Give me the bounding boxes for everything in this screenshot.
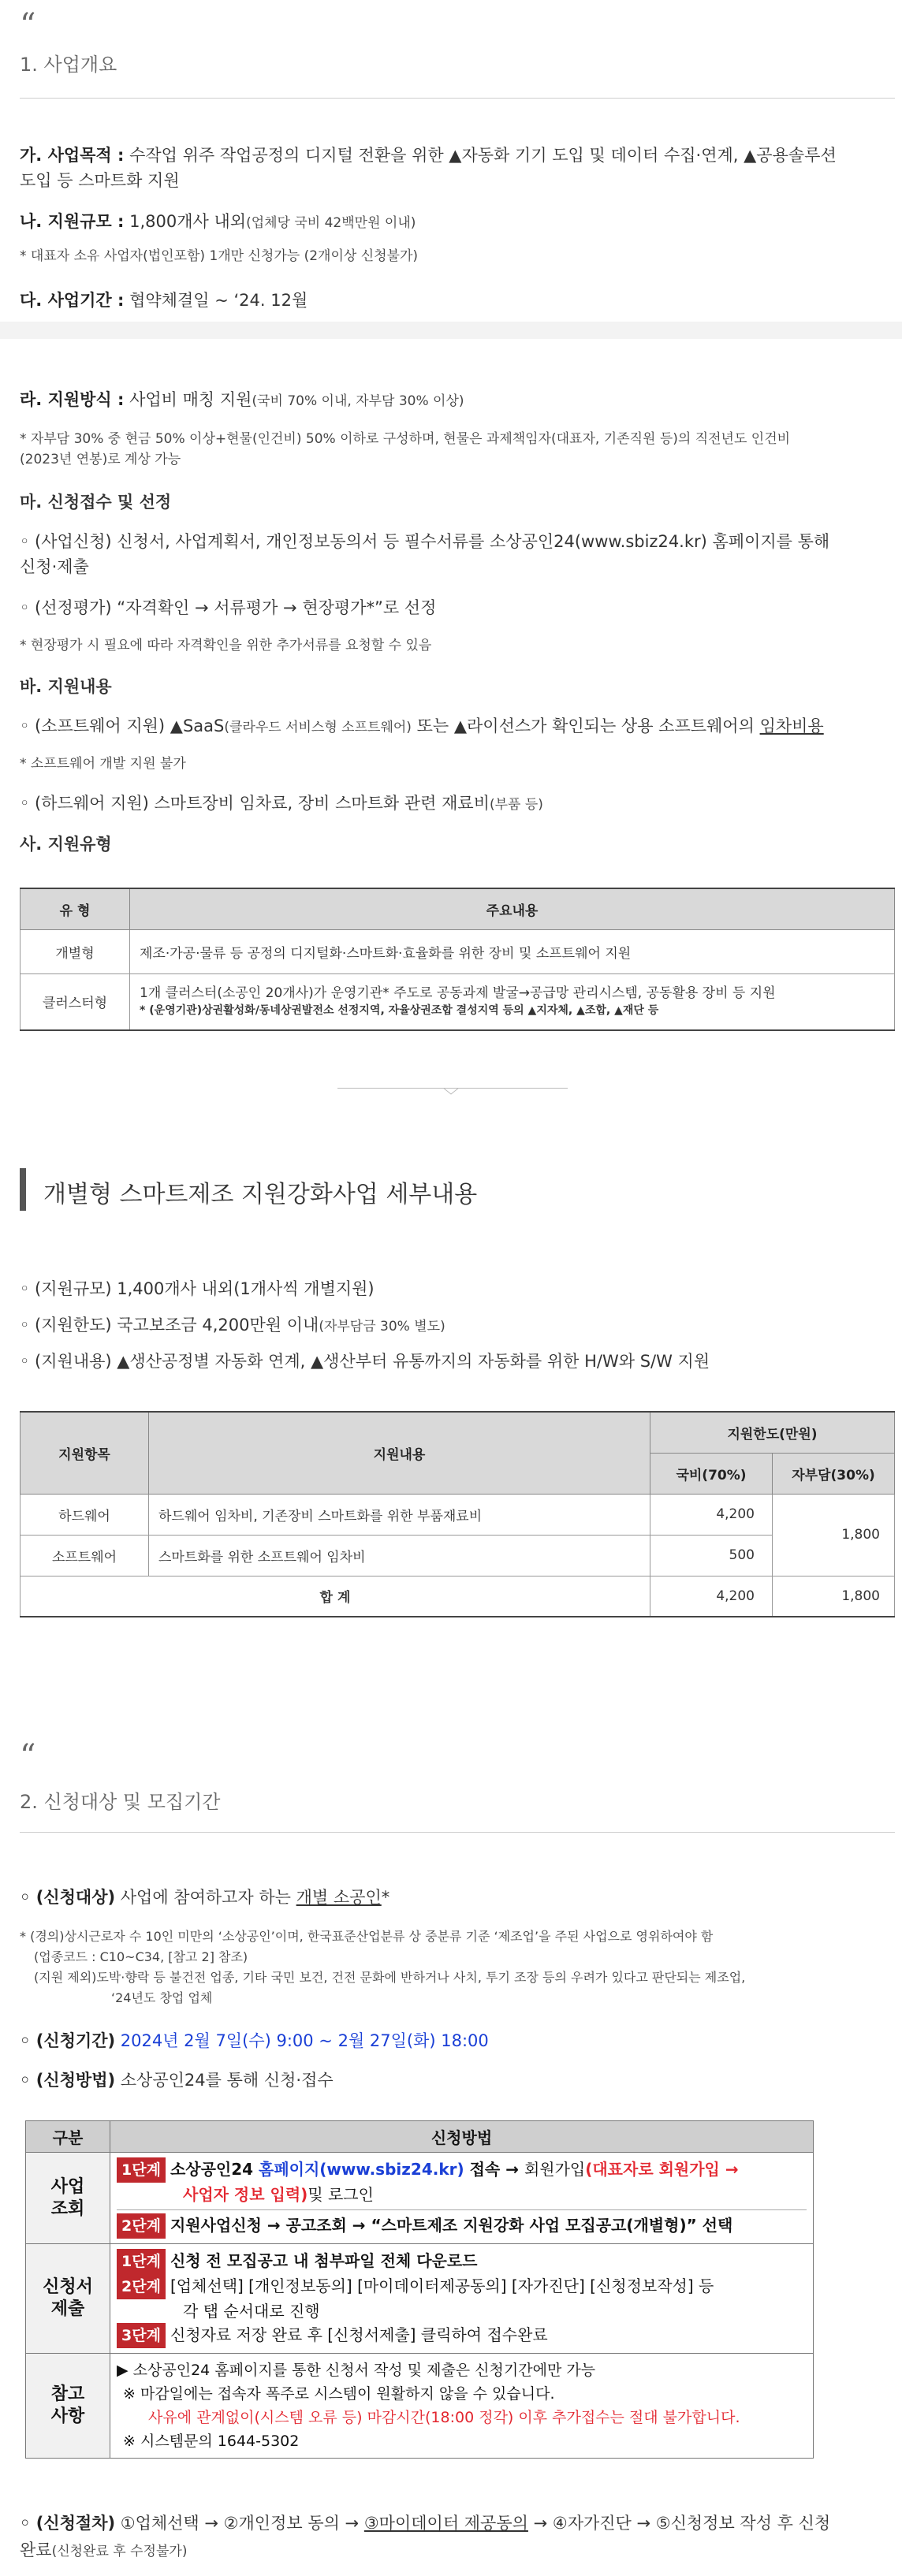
step-line: 3단계 신청자료 저장 완료 후 [신청서제출] 클릭하여 접수완료 (117, 2323, 807, 2348)
method-cell (110, 2244, 814, 2354)
step-badge: 1단계 (117, 2249, 166, 2274)
apply-heading: 마. 신청접수 및 선정 (20, 493, 172, 512)
step-line: 1단계 신청 전 모집공고 내 첨부파일 전체 다운로드 (117, 2249, 807, 2274)
step-line-cont: 사업자 정보 입력)및 로그인 (183, 2185, 374, 2204)
support-heading: 바. 지원내용 (20, 677, 112, 696)
target-note-3: (지원 제외)도박·향락 등 불건전 업종, 기타 국민 보건, 건전 문화에 반하거나 사치, 투기 조장 등의 우려가 있다고 판단되는 제조업, (34, 1970, 746, 1985)
method-cell (110, 2354, 814, 2459)
procedure-line-1: ◦ (신청절차) ①업체선택 → ②개인정보 동의 → ③마이데이터 제공동의 → ④자가진단 → ⑤신청정보 작성 후 신청 (20, 2514, 831, 2533)
detail-line-limit: ◦ (지원한도) 국고보조금 4,200만원 이내(자부담금 30% 별도) (20, 1316, 445, 1335)
method-cell (110, 2153, 814, 2244)
heading-bar (20, 1168, 26, 1211)
support-hw-line: ◦ (하드웨어 지원) 스마트장비 임차료, 장비 스마트화 관련 재료비(부품 등) (20, 794, 543, 813)
table-header: 지원한도(만원) (650, 1412, 895, 1453)
content-cell: 1개 클러스터(소공인 20개사)가 운영기관* 주도로 공동과제 발굴→공급망 관리시스템, 공동활용 장비 등 지원 * (운영기관)상권활성화/동네상권발전소 선정지역, 자율상권조합 결성지역 등의 ▲지자체, ▲조합, ▲재단 등 (130, 973, 895, 1030)
method-note-1: * 자부담 30% 중 현금 50% 이상+현물(인건비) 50% 이하로 구성하며, 현물은 과제책임자(대표자, 기존직원 등)의 직전년도 인건비 (20, 431, 791, 447)
table-row (20, 1494, 895, 1535)
table-row (26, 2354, 814, 2459)
section-divider (20, 98, 895, 99)
section-title-overview: 1. 사업개요 (20, 54, 117, 76)
procedure-line-2: 완료(신청완료 후 수정불가) (20, 2541, 188, 2559)
type-cell: 개별형 (20, 929, 130, 973)
gov-cell: 4,200 (650, 1494, 773, 1535)
apply-line-1a: ◦ (사업신청) 신청서, 사업계획서, 개인정보동의서 등 필수서류를 소상공인24(www.sbiz24.kr) 홈페이지를 통해 (20, 532, 830, 551)
quote-mark: “ (20, 1738, 36, 1774)
target-line: ◦ (신청대상) 사업에 참여하고자 하는 개별 소공인* (20, 1888, 390, 1907)
gray-band (0, 322, 902, 339)
table-header: 지원내용 (149, 1412, 650, 1494)
table-row (26, 2153, 814, 2244)
method-apply-line: ◦ (신청방법) 소상공인24를 통해 신청·접수 (20, 2071, 334, 2090)
table-row (20, 1535, 895, 1576)
table-row-total (20, 1576, 895, 1617)
ref-line: ▶ 소상공인24 홈페이지를 통한 신청서 작성 및 제출은 신청기간에만 가능 (117, 2362, 596, 2379)
step-line-cont: 각 탭 순서대로 진행 (183, 2302, 320, 2321)
content-cell: 하드웨어 임차비, 기존장비 스마트화를 위한 부품재료비 (149, 1494, 650, 1535)
table-header: 국비(70%) (650, 1453, 773, 1494)
step-badge: 2단계 (117, 2274, 166, 2299)
category-cell: 신청서 제출 (26, 2244, 110, 2354)
table-header: 자부담(30%) (773, 1453, 895, 1494)
table-row (20, 973, 895, 1030)
gov-cell: 500 (650, 1535, 773, 1576)
ref-line: ※ 마감일에는 접속자 폭주로 시스템이 원활하지 않을 수 있습니다. (123, 2385, 555, 2403)
category-cell: 참고 사항 (26, 2354, 110, 2459)
apply-line-2: ◦ (선정평가) “자격확인 → 서류평가 → 현장평가*”로 선정 (20, 598, 437, 617)
ref-line-warning: 사유에 관계없이(시스템 오류 등) 마감시간(18:00 정각) 이후 추가접수는 절대 불가합니다. (148, 2409, 740, 2426)
apply-note: * 현장평가 시 필요에 따라 자격확인을 위한 추가서류를 요청할 수 있음 (20, 638, 432, 653)
table-header: 지원항목 (20, 1412, 149, 1494)
content-cell: 제조·가공·물류 등 공정의 디지털화·스마트화·효율화를 위한 장비 및 소프트웨어 지원 (130, 929, 895, 973)
category-cell: 사업 조회 (26, 2153, 110, 2244)
purpose-line-2: 도입 등 스마트화 지원 (20, 171, 180, 190)
item-cell: 하드웨어 (20, 1494, 149, 1535)
scale-note: * 대표자 소유 사업자(법인포함) 1개만 신청가능 (2개이상 신청불가) (20, 248, 419, 264)
method-note-2: (2023년 연봉)로 계상 가능 (20, 452, 181, 467)
limit-table (20, 1411, 895, 1617)
method-line: 라. 지원방식 : 사업비 매칭 지원(국비 70% 이내, 자부담 30% 이상) (20, 390, 464, 409)
table-header: 신청방법 (110, 2121, 814, 2153)
support-sw-line: ◦ (소프트웨어 지원) ▲SaaS(클라우드 서비스형 소프트웨어) 또는 ▲라이선스가 확인되는 상용 소프트웨어의 임차비용 (20, 717, 824, 735)
period-line: 다. 사업기간 : 협약체결일 ~ ‘24. 12월 (20, 291, 308, 310)
type-cell: 클러스터형 (20, 973, 130, 1030)
target-note-1: * (경의)상시근로자 수 10인 미만의 ‘소상공인’이며, 한국표준산업분류 상 중분류 기준 ‘제조업’을 주된 사업으로 영위하여야 함 (20, 1929, 714, 1944)
step-badge: 2단계 (117, 2213, 166, 2239)
support-type-table (20, 888, 895, 1031)
purpose-line-1: 가. 사업목적 : 수작업 위주 작업공정의 디지털 전환을 위한 ▲자동화 기기 도입 및 데이터 수집·연계, ▲공용솔루션 (20, 146, 837, 165)
table-header: 주요내용 (130, 888, 895, 929)
table-header: 유 형 (20, 888, 130, 929)
quote-mark: “ (20, 7, 36, 43)
step-line: 2단계 [업체선택] [개인정보동의] [마이데이터제공동의] [자가진단] [신청정보작성] 등 (117, 2274, 807, 2299)
detail-line-content: ◦ (지원내용) ▲생산공정별 자동화 연계, ▲생산부터 유통까지의 자동화를 위한 H/W와 S/W 지원 (20, 1352, 710, 1371)
total-self: 1,800 (773, 1576, 895, 1617)
section-divider (20, 1832, 895, 1833)
total-label: 합 계 (20, 1576, 650, 1617)
type-heading: 사. 지원유형 (20, 835, 112, 854)
support-sw-note: * 소프트웨어 개발 지원 불가 (20, 756, 186, 772)
ref-line: ※ 시스템문의 1644-5302 (123, 2433, 300, 2450)
step-line: 2단계 지원사업신청 → 공고조회 → “스마트제조 지원강화 사업 모집공고(개별형)” 선택 (117, 2209, 807, 2239)
step-line: 1단계 소상공인24 홈페이지(www.sbiz24.kr) 접속 → 회원가입(대표자로 회원가입 → (117, 2157, 807, 2183)
period-apply-line: ◦ (신청기간) 2024년 2월 7일(수) 9:00 ~ 2월 27일(화) 18:00 (20, 2031, 489, 2050)
self-cell: 1,800 (773, 1494, 895, 1576)
detail-heading: 개별형 스마트제조 지원강화사업 세부내용 (43, 1181, 478, 1208)
target-note-2: (업종코드 : C10~C34, [참고 2] 참조) (34, 1949, 248, 1964)
table-header: 구분 (26, 2121, 110, 2153)
table-row (26, 2244, 814, 2354)
target-note-4: ‘24년도 창업 업체 (111, 1990, 213, 2005)
section-title-target: 2. 신청대상 및 모집기간 (20, 1791, 221, 1813)
step-badge: 3단계 (117, 2323, 166, 2348)
total-gov: 4,200 (650, 1576, 773, 1617)
step-badge: 1단계 (117, 2157, 166, 2183)
apply-line-1b: 신청·제출 (20, 557, 89, 576)
apply-method-table (25, 2120, 814, 2459)
item-cell: 소프트웨어 (20, 1535, 149, 1576)
table-row (20, 929, 895, 973)
divider-notch-icon (443, 1088, 459, 1096)
detail-line-scale: ◦ (지원규모) 1,400개사 내외(1개사씩 개별지원) (20, 1279, 375, 1298)
scale-line: 나. 지원규모 : 1,800개사 내외(업체당 국비 42백만원 이내) (20, 212, 416, 231)
content-cell: 스마트화를 위한 소프트웨어 임차비 (149, 1535, 650, 1576)
